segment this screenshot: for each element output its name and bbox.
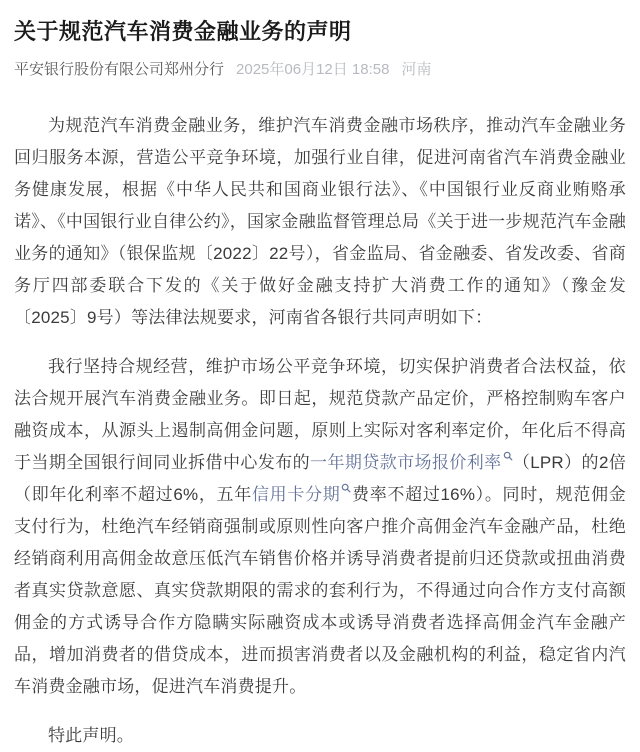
statement-text-3: 费率不超过16%）。同时，规范佣金支付行为，杜绝汽车经销商强制或原则性向客户推介高佣金汽车金融产品，杜绝经销商利用高佣金故意压低汽车销售价格并诱导消费者提前归还贷款或扭曲消费者真实贷款意愿、真实贷款期限的需求的套利行为，不得通过向合作方支付高额佣金的方式诱导合作方隐瞒实际融资成本或诱导消费者选择高佣金汽车金融产品，增加消费者的借贷成本，进而损害消费者以及金融机构的利益，稳定省内汽车消费金融市场，促进汽车消费提升。 [14,485,626,696]
entity-link-lpr[interactable] [310,453,513,472]
paragraph-closing: 特此声明。 [48,726,134,745]
article-body [14,110,626,752]
publish-region: 河南 [401,61,432,78]
paragraph-statement [14,351,626,703]
search-icon [341,483,351,493]
publish-date: 2025年06月12日 18:58 [236,61,390,78]
author-name[interactable]: 平安银行股份有限公司郑州分行 [14,61,225,78]
statement-text-2: （LPR）的2倍（即年化利率不超过6%，五年 [14,453,627,504]
entity-link-installment-label: 信用卡分期 [251,485,341,504]
search-icon [503,451,513,461]
entity-link-lpr-label: 一年期贷款市场报价利率 [310,453,502,472]
statement-text-1: 我行坚持合规经营，维护市场公平竞争环境，切实保护消费者合法权益，依法合规开展汽车消费金融业务。即日起，规范贷款产品定价，严格控制购车客户融资成本，从源头上遏制高佣金问题，原则上实际对客利率定价，年化后不得高于当期全国银行间同业拆借中心发布的 [14,357,626,472]
page-title: 关于规范汽车消费金融业务的声明 [14,19,352,44]
article-meta [14,58,626,79]
entity-link-credit-card-installment[interactable] [252,485,352,504]
paragraph-intro: 为规范汽车消费金融业务，维护汽车消费金融市场秩序，推动汽车金融业务回归服务本源，营造公平竞争环境，加强行业自律，促进河南省汽车消费金融业务健康发展，根据《中华人民共和国商业银行法》、《中国银行业反商业贿赂承诺》、《中国银行业自律公约》，国家金融监督管理总局《关于进一步规范汽车金融业务的通知》（银保监规〔2022〕22号），省金监局、省金融委、省发改委、省商务厅四部委联合下发的《关于做好金融支持扩大消费工作的通知》（豫金发〔2025〕9号）等法律法规要求，河南省各银行共同声明如下： [14,116,626,327]
